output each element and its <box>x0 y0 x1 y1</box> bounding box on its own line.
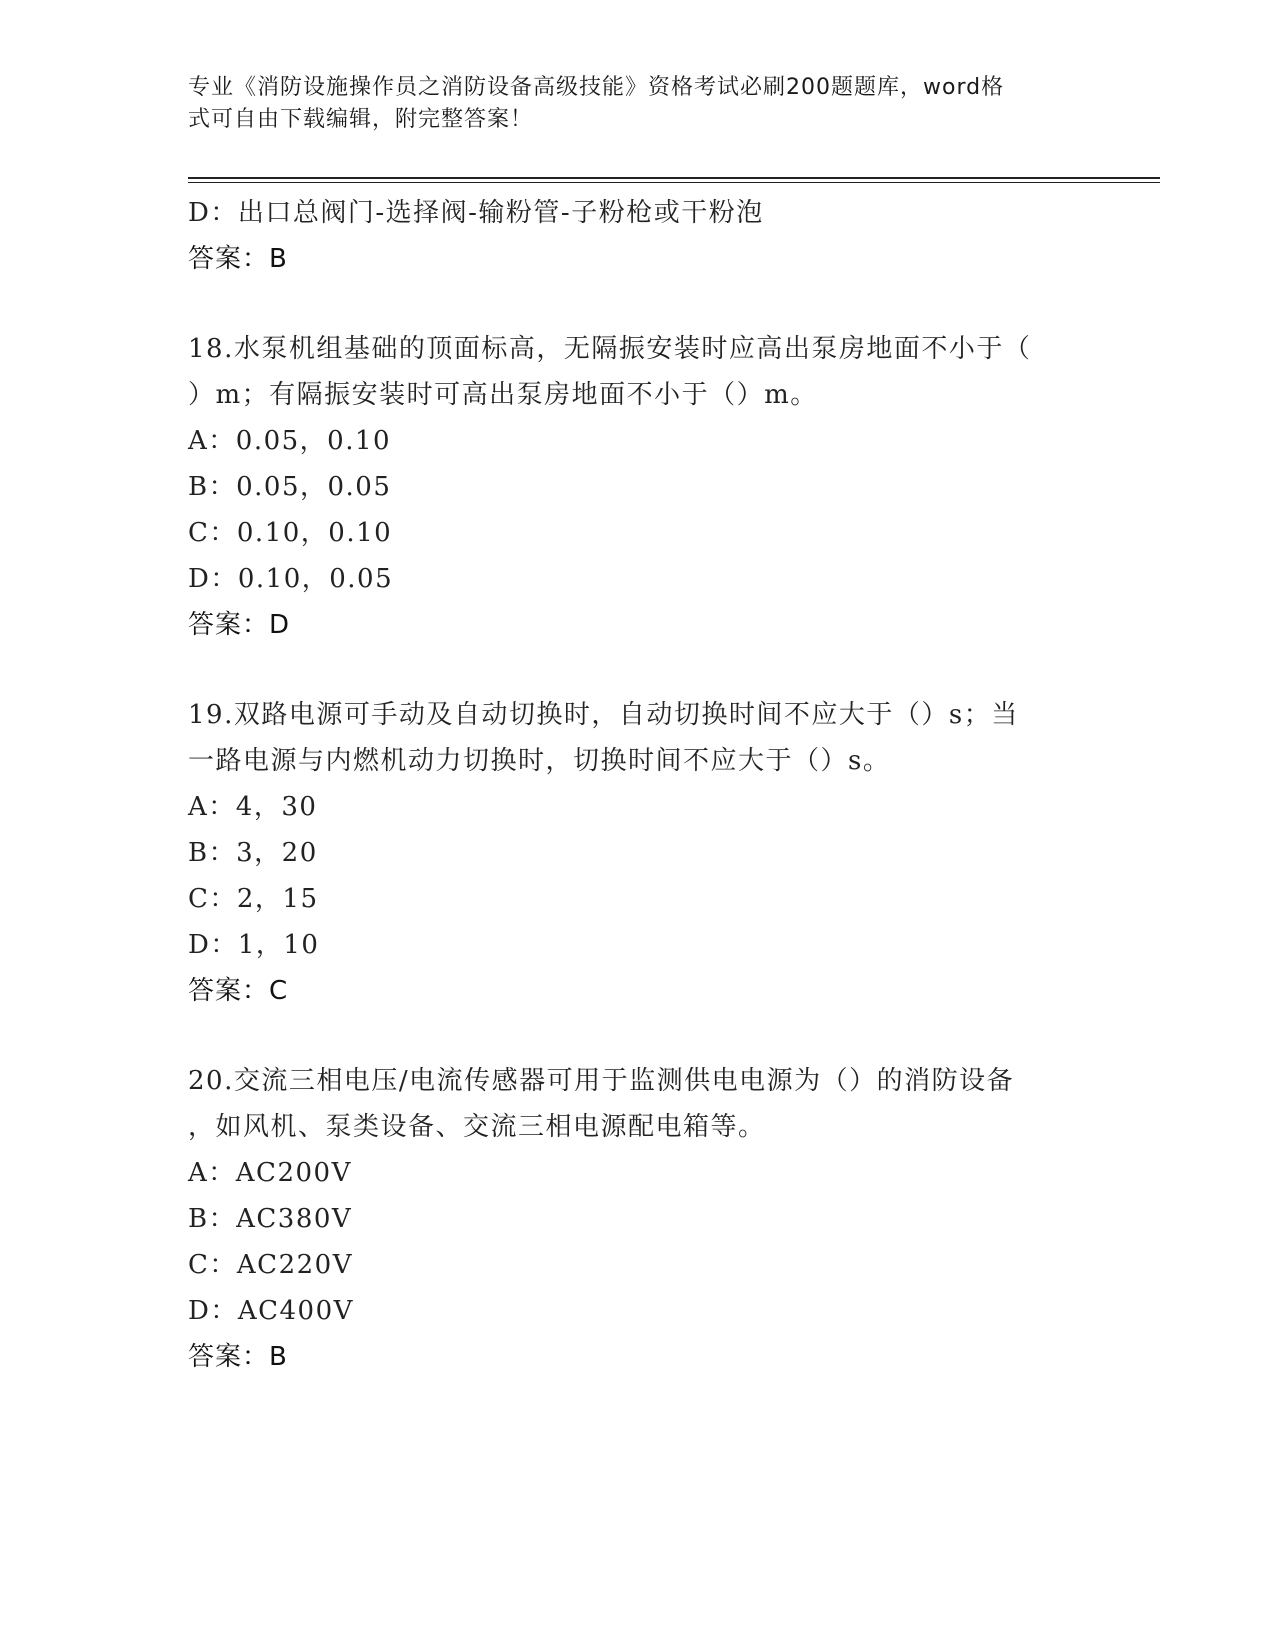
question-19 <box>188 692 1068 1014</box>
question-20 <box>188 1058 1068 1380</box>
header-divider-thick <box>188 177 1160 179</box>
question-stem-line-2: 一路电源与内燃机动力切换时，切换时间不应大于（）s。 <box>188 746 891 776</box>
document-header <box>188 72 1068 136</box>
option-b: B：3，20 <box>188 838 318 868</box>
question-stem-line-2: ，如风机、泵类设备、交流三相电源配电箱等。 <box>188 1112 766 1142</box>
question-stem-line-1: 19.双路电源可手动及自动切换时，自动切换时间不应大于（）s；当 <box>188 700 1019 730</box>
option-d: D：0.10，0.05 <box>188 564 394 594</box>
option-d: D：AC400V <box>188 1296 354 1326</box>
header-line-2: 式可自由下载编辑，附完整答案！ <box>188 107 534 132</box>
option-a: A：0.05，0.10 <box>188 426 392 456</box>
option-a: A：AC200V <box>188 1158 352 1188</box>
option-a: A：4，30 <box>188 792 318 822</box>
header-line-1: 专业《消防设施操作员之消防设备高级技能》资格考试必刷200题题库，word格 <box>188 75 1005 100</box>
question-list <box>188 190 1068 1380</box>
option-b: B：0.05，0.05 <box>188 472 392 502</box>
question-18 <box>188 326 1068 648</box>
question-stem-line-2: ）m；有隔振安装时可高出泵房地面不小于（）m。 <box>188 380 818 410</box>
option-c: C：AC220V <box>188 1250 353 1280</box>
spacer <box>188 648 1068 692</box>
option-b: B：AC380V <box>188 1204 353 1234</box>
option-d: D：1，10 <box>188 930 320 960</box>
answer-label: 答案：B <box>188 244 288 274</box>
header-divider-thin <box>188 182 1160 183</box>
spacer <box>188 1014 1068 1058</box>
option-d: D：出口总阀门-选择阀-输粉管-子粉枪或干粉泡 <box>188 198 764 228</box>
option-c: C：0.10，0.10 <box>188 518 393 548</box>
answer-label: 答案：B <box>188 1342 288 1372</box>
question-17-tail <box>188 190 1068 282</box>
answer-label: 答案：C <box>188 976 289 1006</box>
question-stem-line-1: 20.交流三相电压/电流传感器可用于监测供电电源为（）的消防设备 <box>188 1066 1015 1096</box>
question-stem-line-1: 18.水泵机组基础的顶面标高，无隔振安装时应高出泵房地面不小于（ <box>188 334 1032 364</box>
answer-label: 答案：D <box>188 610 291 640</box>
option-c: C：2，15 <box>188 884 319 914</box>
spacer <box>188 282 1068 326</box>
